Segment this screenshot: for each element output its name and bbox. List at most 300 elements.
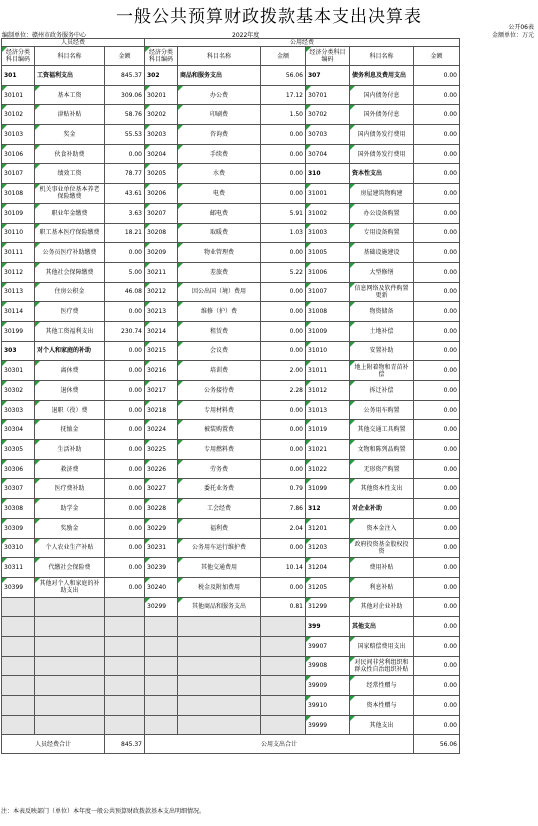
amount-cell[interactable] [105, 676, 145, 696]
code-cell[interactable]: 30227 [145, 479, 178, 499]
amount-cell[interactable]: 0.00 [105, 381, 145, 401]
code-cell[interactable] [145, 656, 178, 676]
name-cell[interactable]: 职工基本医疗保险缴费 [35, 223, 105, 243]
amount-cell[interactable]: 0.00 [105, 361, 145, 381]
code-cell[interactable]: 30231 [145, 538, 178, 558]
name-cell[interactable]: 培训费 [178, 361, 261, 381]
name-cell[interactable]: 专用设备购置 [350, 223, 414, 243]
amount-cell[interactable]: 309.06 [105, 85, 145, 105]
code-cell[interactable]: 399 [306, 617, 350, 637]
code-cell[interactable]: 31019 [306, 420, 350, 440]
name-cell[interactable]: 维修（护）费 [178, 302, 261, 322]
name-cell[interactable]: 国内债务付息 [350, 85, 414, 105]
name-cell[interactable]: 工会经费 [178, 499, 261, 519]
name-cell[interactable]: 费用补贴 [350, 558, 414, 578]
amount-cell[interactable]: 0.00 [414, 617, 460, 637]
name-cell[interactable]: 绩效工资 [35, 164, 105, 184]
code-cell[interactable]: 31099 [306, 479, 350, 499]
amount-cell[interactable]: 0.00 [414, 105, 460, 125]
amount-cell[interactable]: 0.00 [414, 125, 460, 145]
code-cell[interactable]: 30302 [2, 381, 35, 401]
amount-cell[interactable]: 0.00 [414, 696, 460, 716]
name-cell[interactable]: 取暖费 [178, 223, 261, 243]
code-cell[interactable]: 31012 [306, 381, 350, 401]
name-cell[interactable]: 奖励金 [35, 518, 105, 538]
name-cell[interactable]: 医疗费 [35, 302, 105, 322]
name-cell[interactable] [35, 636, 105, 656]
code-cell[interactable]: 30703 [306, 125, 350, 145]
amount-cell[interactable]: 0.00 [261, 440, 306, 460]
name-cell[interactable]: 国外债务付息 [350, 105, 414, 125]
name-cell[interactable]: 奖金 [35, 125, 105, 145]
name-cell[interactable]: 津贴补贴 [35, 105, 105, 125]
name-cell[interactable]: 劳务费 [178, 459, 261, 479]
name-cell[interactable]: 资本金注入 [350, 518, 414, 538]
code-cell[interactable]: 30101 [2, 85, 35, 105]
amount-cell[interactable]: 0.00 [261, 341, 306, 361]
amount-cell[interactable]: 56.06 [261, 66, 306, 86]
code-cell[interactable]: 30228 [145, 499, 178, 519]
name-cell[interactable] [178, 656, 261, 676]
amount-cell[interactable]: 0.81 [261, 597, 306, 617]
amount-cell[interactable]: 0.00 [105, 420, 145, 440]
amount-cell[interactable]: 5.22 [261, 262, 306, 282]
name-cell[interactable]: 咨询费 [178, 125, 261, 145]
amount-cell[interactable]: 5.91 [261, 203, 306, 223]
code-cell[interactable]: 39909 [306, 676, 350, 696]
code-cell[interactable]: 31009 [306, 321, 350, 341]
amount-cell[interactable]: 1.50 [261, 105, 306, 125]
amount-cell[interactable]: 55.53 [105, 125, 145, 145]
amount-cell[interactable]: 230.74 [105, 321, 145, 341]
code-cell[interactable]: 31011 [306, 361, 350, 381]
code-cell[interactable]: 30111 [2, 243, 35, 263]
name-cell[interactable]: 因公出国（境）费用 [178, 282, 261, 302]
amount-cell[interactable]: 0.00 [414, 459, 460, 479]
amount-cell[interactable]: 0.00 [414, 400, 460, 420]
code-cell[interactable]: 307 [306, 66, 350, 86]
name-cell[interactable]: 水费 [178, 164, 261, 184]
code-cell[interactable]: 30215 [145, 341, 178, 361]
amount-cell[interactable]: 0.00 [105, 558, 145, 578]
amount-cell[interactable] [105, 617, 145, 637]
name-cell[interactable]: 其他社会保障缴费 [35, 262, 105, 282]
name-cell[interactable] [35, 676, 105, 696]
name-cell[interactable]: 代缴社会保险费 [35, 558, 105, 578]
name-cell[interactable]: 伙食补助费 [35, 144, 105, 164]
code-cell[interactable]: 39999 [306, 715, 350, 735]
amount-cell[interactable]: 0.00 [414, 656, 460, 676]
name-cell[interactable]: 物业管理费 [178, 243, 261, 263]
code-cell[interactable] [145, 676, 178, 696]
name-cell[interactable]: 医疗费补助 [35, 479, 105, 499]
name-cell[interactable]: 其他交通费用 [178, 558, 261, 578]
name-cell[interactable]: 公务员医疗补助缴费 [35, 243, 105, 263]
code-cell[interactable]: 30214 [145, 321, 178, 341]
name-cell[interactable]: 国外债务发行费用 [350, 144, 414, 164]
name-cell[interactable]: 工资福利支出 [35, 66, 105, 86]
code-cell[interactable]: 31002 [306, 203, 350, 223]
name-cell[interactable]: 基础设施建设 [350, 243, 414, 263]
name-cell[interactable]: 会议费 [178, 341, 261, 361]
name-cell[interactable] [35, 715, 105, 735]
amount-cell[interactable]: 0.00 [414, 715, 460, 735]
code-cell[interactable]: 39910 [306, 696, 350, 716]
name-cell[interactable]: 政府投资基金股权投资 [350, 538, 414, 558]
amount-cell[interactable] [261, 656, 306, 676]
code-cell[interactable]: 30112 [2, 262, 35, 282]
code-cell[interactable]: 302 [145, 66, 178, 86]
amount-cell[interactable]: 0.00 [414, 262, 460, 282]
name-cell[interactable]: 基本工资 [35, 85, 105, 105]
code-cell[interactable]: 39908 [306, 656, 350, 676]
amount-cell[interactable]: 0.00 [414, 164, 460, 184]
amount-cell[interactable]: 845.37 [105, 66, 145, 86]
amount-cell[interactable]: 0.00 [414, 282, 460, 302]
amount-cell[interactable]: 58.76 [105, 105, 145, 125]
name-cell[interactable]: 印刷费 [178, 105, 261, 125]
code-cell[interactable]: 30102 [2, 105, 35, 125]
amount-cell[interactable]: 3.63 [105, 203, 145, 223]
code-cell[interactable]: 30106 [2, 144, 35, 164]
code-cell[interactable]: 31007 [306, 282, 350, 302]
name-cell[interactable]: 其他支出 [350, 715, 414, 735]
amount-cell[interactable]: 0.00 [105, 243, 145, 263]
amount-cell[interactable]: 0.00 [105, 538, 145, 558]
amount-cell[interactable]: 0.00 [261, 164, 306, 184]
amount-cell[interactable]: 0.00 [105, 459, 145, 479]
amount-cell[interactable]: 0.79 [261, 479, 306, 499]
code-cell[interactable]: 39907 [306, 636, 350, 656]
code-cell[interactable]: 30310 [2, 538, 35, 558]
code-cell[interactable]: 30309 [2, 518, 35, 538]
amount-cell[interactable]: 0.00 [414, 203, 460, 223]
code-cell[interactable]: 301 [2, 66, 35, 86]
code-cell[interactable]: 30399 [2, 577, 35, 597]
code-cell[interactable]: 30199 [2, 321, 35, 341]
code-cell[interactable]: 30217 [145, 381, 178, 401]
code-cell[interactable]: 30201 [145, 85, 178, 105]
code-cell[interactable] [145, 696, 178, 716]
code-cell[interactable]: 30304 [2, 420, 35, 440]
amount-cell[interactable] [105, 636, 145, 656]
code-cell[interactable]: 312 [306, 499, 350, 519]
name-cell[interactable]: 房屋建筑物购建 [350, 184, 414, 204]
name-cell[interactable]: 无形资产购置 [350, 459, 414, 479]
code-cell[interactable]: 30224 [145, 420, 178, 440]
name-cell[interactable]: 其他商品和服务支出 [178, 597, 261, 617]
name-cell[interactable] [35, 656, 105, 676]
amount-cell[interactable] [105, 715, 145, 735]
amount-cell[interactable]: 0.00 [414, 479, 460, 499]
amount-cell[interactable]: 0.00 [414, 223, 460, 243]
code-cell[interactable]: 30299 [145, 597, 178, 617]
name-cell[interactable]: 职业年金缴费 [35, 203, 105, 223]
amount-cell[interactable]: 0.00 [105, 499, 145, 519]
name-cell[interactable]: 专用燃料费 [178, 440, 261, 460]
name-cell[interactable]: 安置补助 [350, 341, 414, 361]
code-cell[interactable]: 31299 [306, 597, 350, 617]
code-cell[interactable]: 31201 [306, 518, 350, 538]
code-cell[interactable] [145, 715, 178, 735]
amount-cell[interactable]: 0.00 [414, 597, 460, 617]
amount-cell[interactable]: 0.00 [261, 144, 306, 164]
amount-cell[interactable]: 17.12 [261, 85, 306, 105]
name-cell[interactable]: 邮电费 [178, 203, 261, 223]
amount-cell[interactable]: 0.00 [105, 302, 145, 322]
code-cell[interactable] [2, 597, 35, 617]
amount-cell[interactable]: 0.00 [261, 459, 306, 479]
code-cell[interactable]: 30211 [145, 262, 178, 282]
name-cell[interactable]: 大型修缮 [350, 262, 414, 282]
amount-cell[interactable]: 0.00 [261, 302, 306, 322]
code-cell[interactable]: 30308 [2, 499, 35, 519]
name-cell[interactable]: 资本性赠与 [350, 696, 414, 716]
code-cell[interactable] [145, 636, 178, 656]
amount-cell[interactable]: 0.00 [261, 400, 306, 420]
code-cell[interactable] [2, 656, 35, 676]
name-cell[interactable]: 其他工资福利支出 [35, 321, 105, 341]
amount-cell[interactable] [261, 715, 306, 735]
code-cell[interactable]: 30307 [2, 479, 35, 499]
code-cell[interactable]: 30109 [2, 203, 35, 223]
name-cell[interactable]: 拆迁补偿 [350, 381, 414, 401]
amount-cell[interactable]: 0.00 [414, 420, 460, 440]
code-cell[interactable]: 31006 [306, 262, 350, 282]
name-cell[interactable]: 专用材料费 [178, 400, 261, 420]
name-cell[interactable]: 文物和陈列品购置 [350, 440, 414, 460]
name-cell[interactable]: 公务接待费 [178, 381, 261, 401]
code-cell[interactable]: 31010 [306, 341, 350, 361]
name-cell[interactable]: 税金及附加费用 [178, 577, 261, 597]
name-cell[interactable]: 对个人和家庭的补助 [35, 341, 105, 361]
name-cell[interactable]: 退休费 [35, 381, 105, 401]
code-cell[interactable]: 30702 [306, 105, 350, 125]
name-cell[interactable]: 抚恤金 [35, 420, 105, 440]
code-cell[interactable]: 30108 [2, 184, 35, 204]
name-cell[interactable]: 救济费 [35, 459, 105, 479]
amount-cell[interactable]: 0.00 [414, 144, 460, 164]
amount-cell[interactable]: 2.04 [261, 518, 306, 538]
name-cell[interactable] [35, 617, 105, 637]
name-cell[interactable]: 电费 [178, 184, 261, 204]
code-cell[interactable]: 31022 [306, 459, 350, 479]
amount-cell[interactable]: 0.00 [414, 518, 460, 538]
amount-cell[interactable]: 0.00 [414, 321, 460, 341]
code-cell[interactable]: 30103 [2, 125, 35, 145]
name-cell[interactable]: 公务用车运行维护费 [178, 538, 261, 558]
name-cell[interactable]: 被装购置费 [178, 420, 261, 440]
code-cell[interactable]: 30110 [2, 223, 35, 243]
code-cell[interactable]: 30212 [145, 282, 178, 302]
amount-cell[interactable]: 0.00 [414, 361, 460, 381]
amount-cell[interactable]: 0.00 [105, 400, 145, 420]
amount-cell[interactable]: 5.00 [105, 262, 145, 282]
name-cell[interactable] [35, 696, 105, 716]
amount-cell[interactable]: 0.00 [261, 125, 306, 145]
name-cell[interactable]: 商品和服务支出 [178, 66, 261, 86]
name-cell[interactable]: 对企业补助 [350, 499, 414, 519]
amount-cell[interactable]: 0.00 [414, 243, 460, 263]
name-cell[interactable]: 土地补偿 [350, 321, 414, 341]
amount-cell[interactable]: 0.00 [414, 66, 460, 86]
code-cell[interactable]: 30207 [145, 203, 178, 223]
amount-cell[interactable] [261, 636, 306, 656]
amount-cell[interactable]: 0.00 [414, 577, 460, 597]
name-cell[interactable]: 住房公积金 [35, 282, 105, 302]
code-cell[interactable]: 31008 [306, 302, 350, 322]
amount-cell[interactable]: 18.21 [105, 223, 145, 243]
code-cell[interactable]: 30208 [145, 223, 178, 243]
name-cell[interactable]: 其他对企业补助 [350, 597, 414, 617]
amount-cell[interactable]: 2.28 [261, 381, 306, 401]
code-cell[interactable]: 30203 [145, 125, 178, 145]
amount-cell[interactable]: 1.03 [261, 223, 306, 243]
name-cell[interactable]: 委托业务费 [178, 479, 261, 499]
code-cell[interactable]: 30305 [2, 440, 35, 460]
code-cell[interactable]: 30239 [145, 558, 178, 578]
name-cell[interactable]: 其他交通工具购置 [350, 420, 414, 440]
code-cell[interactable]: 31205 [306, 577, 350, 597]
name-cell[interactable]: 生活补助 [35, 440, 105, 460]
amount-cell[interactable]: 0.00 [414, 499, 460, 519]
amount-cell[interactable]: 0.00 [261, 282, 306, 302]
code-cell[interactable] [145, 617, 178, 637]
amount-cell[interactable]: 0.00 [414, 341, 460, 361]
amount-cell[interactable]: 43.61 [105, 184, 145, 204]
code-cell[interactable]: 30701 [306, 85, 350, 105]
code-cell[interactable]: 310 [306, 164, 350, 184]
name-cell[interactable] [178, 676, 261, 696]
amount-cell[interactable]: 0.00 [105, 577, 145, 597]
name-cell[interactable]: 离休费 [35, 361, 105, 381]
name-cell[interactable]: 办公费 [178, 85, 261, 105]
name-cell[interactable]: 差旅费 [178, 262, 261, 282]
code-cell[interactable] [2, 696, 35, 716]
name-cell[interactable]: 手续费 [178, 144, 261, 164]
amount-cell[interactable]: 46.08 [105, 282, 145, 302]
amount-cell[interactable] [261, 617, 306, 637]
code-cell[interactable]: 30209 [145, 243, 178, 263]
code-cell[interactable]: 30240 [145, 577, 178, 597]
amount-cell[interactable]: 0.00 [261, 321, 306, 341]
amount-cell[interactable]: 0.00 [414, 440, 460, 460]
name-cell[interactable]: 经常性赠与 [350, 676, 414, 696]
code-cell[interactable]: 31001 [306, 184, 350, 204]
amount-cell[interactable]: 0.00 [261, 243, 306, 263]
name-cell[interactable]: 资本性支出 [350, 164, 414, 184]
amount-cell[interactable]: 0.00 [105, 518, 145, 538]
code-cell[interactable] [2, 617, 35, 637]
name-cell[interactable]: 租赁费 [178, 321, 261, 341]
name-cell[interactable]: 公务用车购置 [350, 400, 414, 420]
code-cell[interactable] [2, 715, 35, 735]
amount-cell[interactable]: 0.00 [105, 341, 145, 361]
name-cell[interactable]: 助学金 [35, 499, 105, 519]
amount-cell[interactable]: 0.00 [414, 558, 460, 578]
code-cell[interactable]: 30225 [145, 440, 178, 460]
name-cell[interactable]: 国家赔偿费用支出 [350, 636, 414, 656]
code-cell[interactable]: 30114 [2, 302, 35, 322]
code-cell[interactable]: 31003 [306, 223, 350, 243]
code-cell[interactable] [2, 676, 35, 696]
amount-cell[interactable]: 0.00 [414, 85, 460, 105]
name-cell[interactable]: 办公设备购置 [350, 203, 414, 223]
name-cell[interactable]: 退职（役）费 [35, 400, 105, 420]
name-cell[interactable]: 信息网络及软件购置更新 [350, 282, 414, 302]
code-cell[interactable]: 30204 [145, 144, 178, 164]
name-cell[interactable] [178, 617, 261, 637]
name-cell[interactable]: 其他资本性支出 [350, 479, 414, 499]
amount-cell[interactable]: 10.14 [261, 558, 306, 578]
code-cell[interactable]: 30213 [145, 302, 178, 322]
amount-cell[interactable] [261, 676, 306, 696]
code-cell[interactable]: 31203 [306, 538, 350, 558]
code-cell[interactable]: 30107 [2, 164, 35, 184]
amount-cell[interactable] [105, 597, 145, 617]
code-cell[interactable]: 30205 [145, 164, 178, 184]
amount-cell[interactable]: 7.86 [261, 499, 306, 519]
amount-cell[interactable]: 78.77 [105, 164, 145, 184]
code-cell[interactable] [2, 636, 35, 656]
name-cell[interactable]: 利息补贴 [350, 577, 414, 597]
amount-cell[interactable]: 0.00 [105, 440, 145, 460]
name-cell[interactable]: 其他支出 [350, 617, 414, 637]
name-cell[interactable]: 个人农业生产补贴 [35, 538, 105, 558]
name-cell[interactable] [178, 696, 261, 716]
amount-cell[interactable]: 0.00 [414, 184, 460, 204]
name-cell[interactable] [178, 636, 261, 656]
amount-cell[interactable]: 0.00 [261, 184, 306, 204]
code-cell[interactable]: 30226 [145, 459, 178, 479]
amount-cell[interactable]: 2.00 [261, 361, 306, 381]
code-cell[interactable]: 30206 [145, 184, 178, 204]
name-cell[interactable]: 地上附着物和青苗补偿 [350, 361, 414, 381]
code-cell[interactable]: 303 [2, 341, 35, 361]
code-cell[interactable]: 30301 [2, 361, 35, 381]
name-cell[interactable]: 物资储备 [350, 302, 414, 322]
amount-cell[interactable]: 0.00 [414, 538, 460, 558]
code-cell[interactable]: 30202 [145, 105, 178, 125]
code-cell[interactable]: 30113 [2, 282, 35, 302]
code-cell[interactable]: 30303 [2, 400, 35, 420]
amount-cell[interactable] [105, 656, 145, 676]
code-cell[interactable]: 30229 [145, 518, 178, 538]
name-cell[interactable]: 其他对个人和家庭的补助支出 [35, 577, 105, 597]
amount-cell[interactable] [261, 696, 306, 716]
name-cell[interactable]: 机关事业单位基本养老保险缴费 [35, 184, 105, 204]
code-cell[interactable]: 31021 [306, 440, 350, 460]
name-cell[interactable]: 债务利息及费用支出 [350, 66, 414, 86]
name-cell[interactable]: 对民间非营利组织和群众性自治组织补贴 [350, 656, 414, 676]
amount-cell[interactable]: 0.00 [261, 577, 306, 597]
amount-cell[interactable]: 0.00 [414, 302, 460, 322]
code-cell[interactable]: 31005 [306, 243, 350, 263]
code-cell[interactable]: 30311 [2, 558, 35, 578]
name-cell[interactable] [35, 597, 105, 617]
name-cell[interactable]: 福利费 [178, 518, 261, 538]
amount-cell[interactable]: 0.00 [414, 636, 460, 656]
name-cell[interactable]: 国内债务发行费用 [350, 125, 414, 145]
amount-cell[interactable]: 0.00 [414, 381, 460, 401]
amount-cell[interactable]: 0.00 [105, 144, 145, 164]
amount-cell[interactable]: 0.00 [414, 676, 460, 696]
code-cell[interactable]: 31013 [306, 400, 350, 420]
code-cell[interactable]: 31204 [306, 558, 350, 578]
code-cell[interactable]: 30306 [2, 459, 35, 479]
amount-cell[interactable]: 0.00 [105, 479, 145, 499]
name-cell[interactable] [178, 715, 261, 735]
